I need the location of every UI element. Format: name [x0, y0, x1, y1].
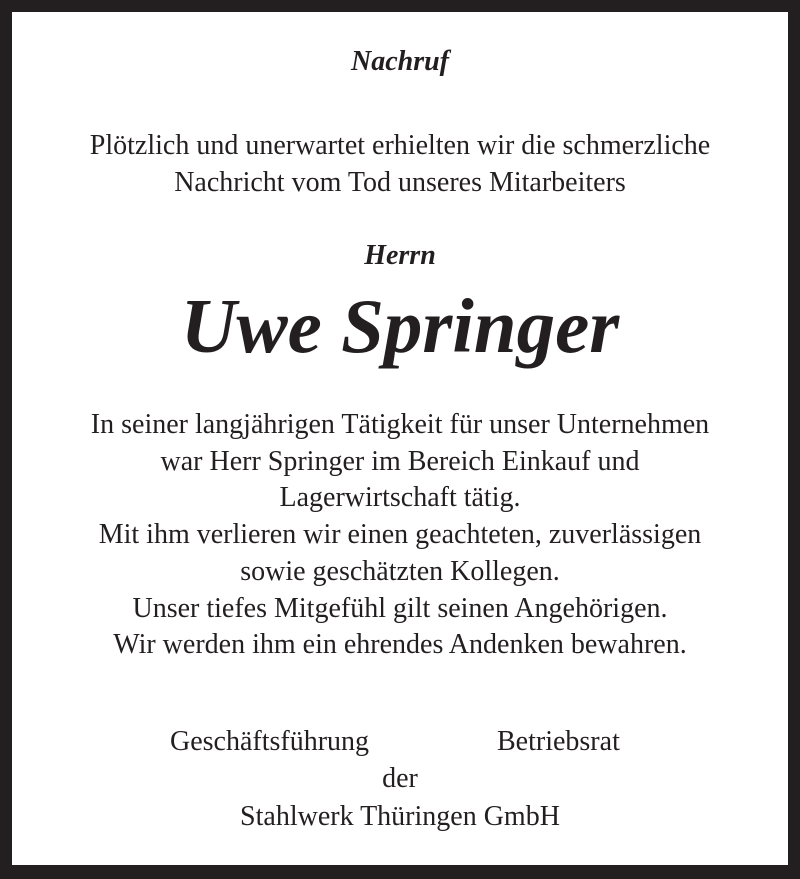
- body-line: Wir werden ihm ein ehrendes Andenken bewahren.: [113, 629, 687, 661]
- body-line: In seiner langjährigen Tätigkeit für unser Unternehmen: [90, 409, 710, 440]
- signature-row: [0, 724, 800, 760]
- body-text: [0, 407, 800, 664]
- intro-text: [0, 127, 800, 201]
- body-line: Lagerwirtschaft tätig.: [279, 482, 521, 514]
- body-line: war Herr Springer im Bereich Einkauf und: [160, 445, 640, 477]
- body-line: Mit ihm verlieren wir einen geachteten, zuverlässigen: [98, 519, 702, 551]
- salutation: Herrn: [364, 240, 436, 271]
- signature-connector: der: [382, 763, 418, 794]
- intro-line: Plötzlich und unerwartet erhielten wir die schmerzliche: [89, 130, 711, 161]
- body-line: sowie geschätzten Kollegen.: [240, 555, 560, 587]
- body-line: Unser tiefes Mitgefühl gilt seinen Angehörigen.: [132, 592, 668, 624]
- deceased-name: Uwe Springer: [180, 283, 620, 369]
- signature-works-council: Betriebsrat: [497, 726, 620, 757]
- signature-company: Stahlwerk Thüringen GmbH: [240, 801, 560, 832]
- signature-management: Geschäftsführung: [170, 726, 370, 757]
- intro-line: Nachricht vom Tod unseres Mitarbeiters: [174, 167, 626, 198]
- notice-heading: Nachruf: [350, 46, 449, 77]
